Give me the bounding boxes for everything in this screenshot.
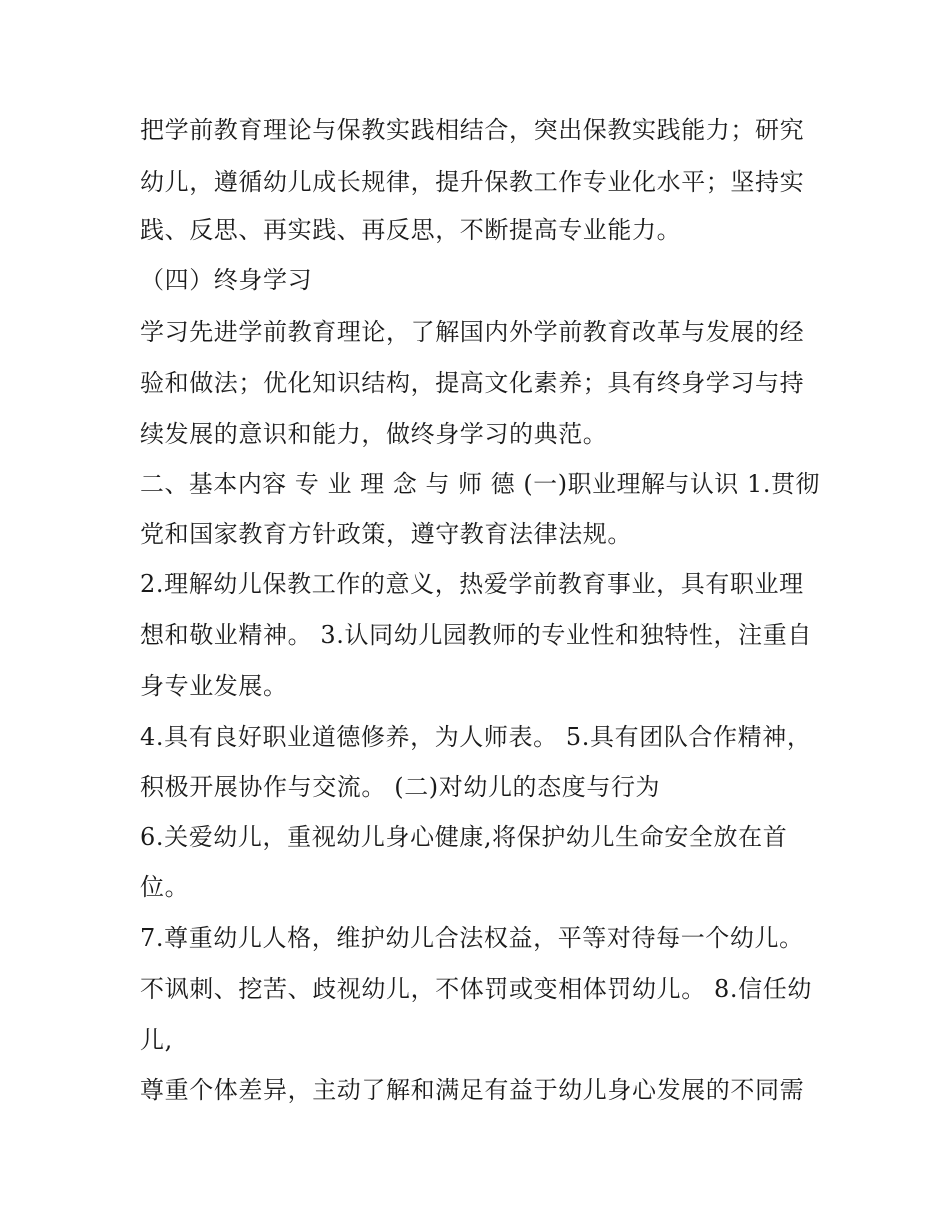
text-line: 验和做法；优化知识结构，提高文化素养；具有终身学习与持: [140, 369, 805, 397]
text-line: 幼儿，遵循幼儿成长规律，提升保教工作专业化水平；坚持实: [140, 168, 805, 196]
text-line: 把学前教育理论与保教实践相结合，突出保教实践能力；研究: [140, 116, 805, 144]
text-line: 2.理解幼儿保教工作的意义，热爱学前教育事业，具有职业理: [140, 570, 804, 598]
text-line: 二、基本内容 专 业 理 念 与 师 德 (一)职业理解与认识 1.贯彻: [140, 470, 820, 498]
section-heading: （四）终身学习: [140, 266, 313, 294]
text-line: 党和国家教育方针政策，遵守教育法律法规。: [140, 520, 632, 548]
text-line: 6.关爱幼儿，重视幼儿身心健康,将保护幼儿生命安全放在首: [140, 823, 788, 851]
text-line: 学习先进学前教育理论，了解国内外学前教育改革与发展的经: [140, 318, 805, 346]
text-line: 身专业发展。: [140, 672, 288, 700]
text-line: 不讽刺、挖苦、歧视幼儿，不体罚或变相体罚幼儿。 8.信任幼: [140, 975, 812, 1003]
text-line: 4.具有良好职业道德修养，为人师表。 5.具有团队合作精神，: [140, 723, 812, 751]
text-line: 儿,: [140, 1026, 173, 1054]
text-line: 位。: [140, 873, 190, 901]
text-line: 积极开展协作与交流。 (二)对幼儿的态度与行为: [140, 773, 661, 801]
text-line: 践、反思、再实践、再反思，不断提高专业能力。: [140, 216, 682, 244]
text-line: 尊重个体差异，主动了解和满足有益于幼儿身心发展的不同需: [140, 1076, 805, 1104]
text-line: 7.尊重幼儿人格，维护幼儿合法权益，平等对待每一个幼儿。: [140, 924, 804, 952]
text-line: 想和敬业精神。 3.认同幼儿园教师的专业性和独特性，注重自: [140, 621, 812, 649]
text-line: 续发展的意识和能力，做终身学习的典范。: [140, 420, 608, 448]
